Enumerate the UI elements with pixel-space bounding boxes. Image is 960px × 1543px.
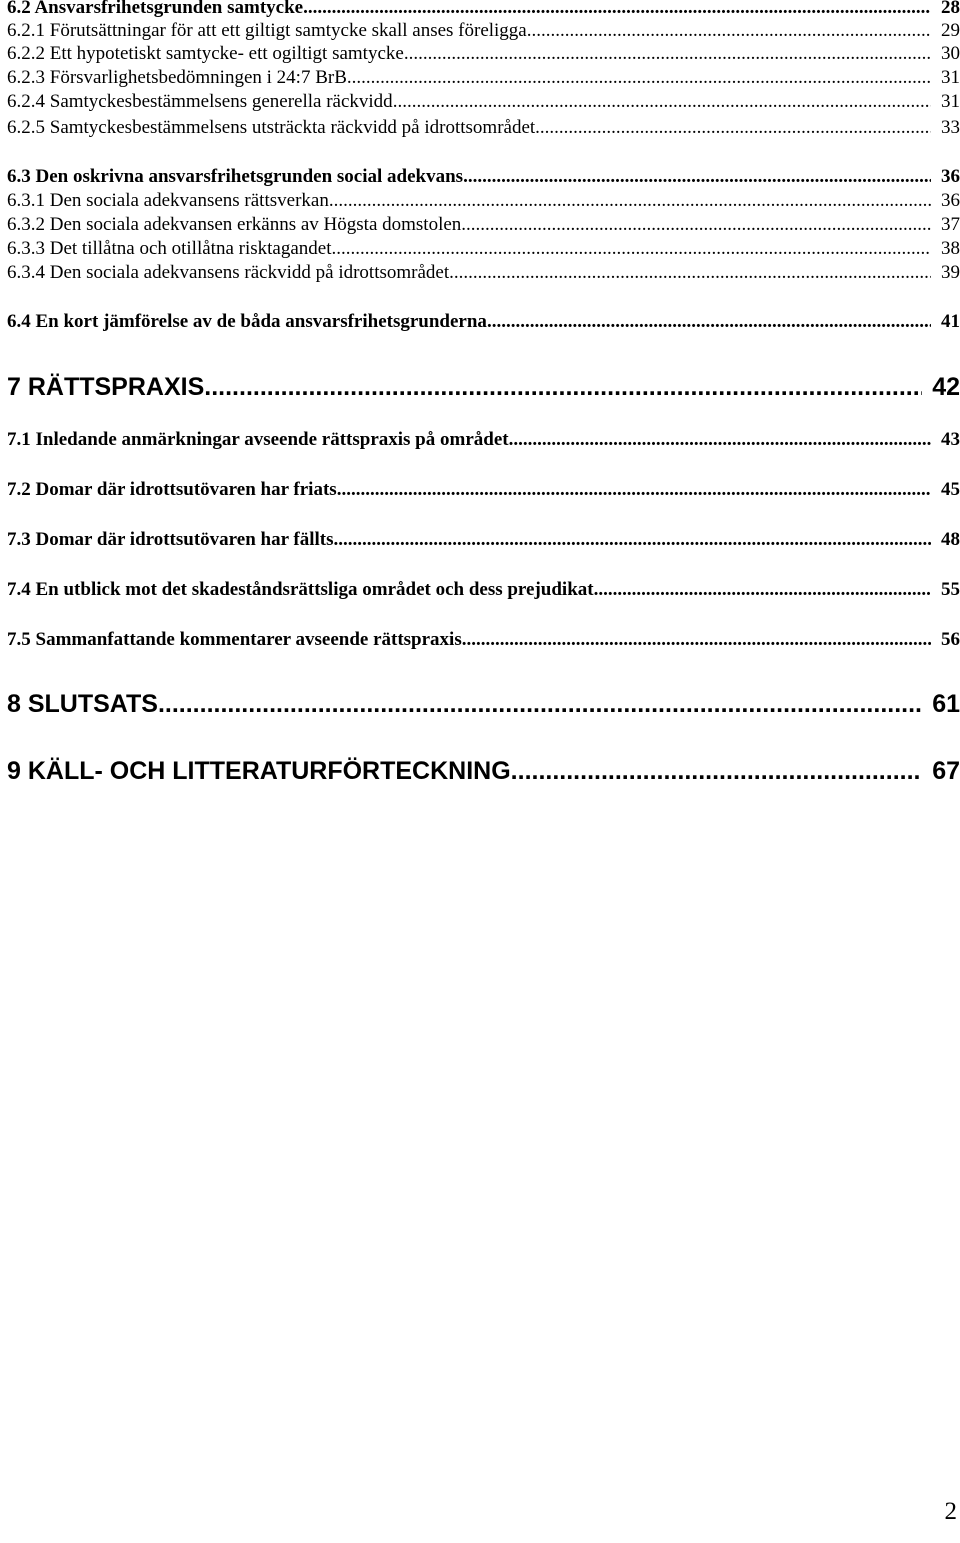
toc-entry-page: 55 xyxy=(941,579,960,600)
toc-entry-title: 6.3.4 Den sociala adekvansens räckvidd på idrottsområdet xyxy=(7,262,450,283)
toc-leader-dots xyxy=(594,579,931,601)
toc-leader-dots xyxy=(303,0,931,19)
toc-leader-dots xyxy=(404,43,931,65)
toc-entry-title: 6.3 Den oskrivna ansvarsfrihetsgrunden social adekvans xyxy=(7,166,464,187)
toc-entry-title: 7 RÄTTSPRAXIS xyxy=(7,373,205,401)
toc-entry-page: 37 xyxy=(941,214,960,235)
toc-entry-page: 56 xyxy=(941,629,960,650)
toc-entry-title: 9 KÄLL- OCH LITTERATURFÖRTECKNING xyxy=(7,757,511,785)
toc-entry-page: 43 xyxy=(941,429,960,450)
toc-leader-dots xyxy=(329,190,931,212)
toc-entry-6-3-2[interactable] xyxy=(7,214,960,236)
toc-entry-title: 7.2 Domar där idrottsutövaren har friats xyxy=(7,479,337,500)
toc-entry-title: 6.2.5 Samtyckesbestämmelsens utsträckta räckvidd på idrottsområdet xyxy=(7,117,536,138)
toc-entry-page: 61 xyxy=(932,690,960,718)
toc-entry-page: 28 xyxy=(941,0,960,18)
toc-leader-dots xyxy=(535,117,931,139)
toc-entry-title: 8 SLUTSATS xyxy=(7,690,158,718)
toc-entry-title: 6.4 En kort jämförelse av de båda ansvarsfrihetsgrunderna xyxy=(7,311,487,332)
toc-leader-dots xyxy=(204,373,922,402)
toc-entry-chapter-8[interactable] xyxy=(7,690,960,719)
toc-entry-6-2-2[interactable] xyxy=(7,43,960,65)
toc-entry-6-2-5[interactable] xyxy=(7,117,960,139)
toc-leader-dots xyxy=(487,311,931,333)
toc-entry-title: 6.3.1 Den sociala adekvansens rättsverkan xyxy=(7,190,329,211)
toc-entry-6-4[interactable] xyxy=(7,311,960,333)
toc-entry-6-3-1[interactable] xyxy=(7,190,960,212)
toc-entry-6-2-1[interactable] xyxy=(7,20,960,42)
toc-entry-chapter-9[interactable] xyxy=(7,757,960,786)
toc-leader-dots xyxy=(527,20,931,42)
toc-entry-6-2-4[interactable] xyxy=(7,91,960,113)
toc-entry-title: 6.2.3 Försvarlighetsbedömningen i 24:7 BrB xyxy=(7,67,347,88)
toc-entry-chapter-7[interactable] xyxy=(7,373,960,402)
toc-entry-page: 42 xyxy=(932,373,960,401)
toc-entry-7-2[interactable] xyxy=(7,479,960,501)
toc-entry-page: 67 xyxy=(932,757,960,785)
toc-entry-page: 38 xyxy=(941,238,960,259)
toc-leader-dots xyxy=(337,479,931,501)
toc-entry-page: 31 xyxy=(941,67,960,88)
toc-entry-page: 29 xyxy=(941,20,960,41)
toc-entry-title: 7.4 En utblick mot det skadeståndsrättsliga området och dess prejudikat xyxy=(7,579,594,600)
toc-entry-page: 45 xyxy=(941,479,960,500)
toc-leader-dots xyxy=(332,238,932,260)
toc-entry-7-3[interactable] xyxy=(7,529,960,551)
toc-leader-dots xyxy=(462,629,931,651)
toc-leader-dots xyxy=(347,67,931,89)
toc-entry-7-1[interactable] xyxy=(7,429,960,451)
toc-entry-page: 48 xyxy=(941,529,960,550)
toc-entry-6-3-3[interactable] xyxy=(7,238,960,260)
toc-entry-page: 33 xyxy=(941,117,960,138)
toc-entry-title: 6.2.4 Samtyckesbestämmelsens generella räckvidd xyxy=(7,91,393,112)
page-number: 2 xyxy=(944,1498,957,1525)
toc-entry-page: 36 xyxy=(941,190,960,211)
toc-entry-title: 6.3.2 Den sociala adekvansen erkänns av Högsta domstolen xyxy=(7,214,462,235)
toc-entry-6-3[interactable] xyxy=(7,166,960,188)
toc-entry-title: 7.5 Sammanfattande kommentarer avseende rättspraxis xyxy=(7,629,462,650)
toc-leader-dots xyxy=(511,757,923,786)
toc-leader-dots xyxy=(463,166,931,188)
toc-entry-page: 30 xyxy=(941,43,960,64)
toc-entry-6-2-3[interactable] xyxy=(7,67,960,89)
toc-leader-dots xyxy=(461,214,931,236)
toc-entry-page: 41 xyxy=(941,311,960,332)
toc-leader-dots xyxy=(334,529,931,551)
toc-entry-6-2[interactable] xyxy=(7,0,960,19)
toc-entry-page: 39 xyxy=(941,262,960,283)
toc-entry-7-4[interactable] xyxy=(7,579,960,601)
toc-leader-dots xyxy=(393,91,931,113)
toc-entry-title: 6.2.2 Ett hypotetiskt samtycke- ett ogiltigt samtycke xyxy=(7,43,404,64)
toc-entry-title: 6.3.3 Det tillåtna och otillåtna risktagandet xyxy=(7,238,332,259)
toc-leader-dots xyxy=(509,429,931,451)
toc-entry-7-5[interactable] xyxy=(7,629,960,651)
toc-leader-dots xyxy=(449,262,931,284)
toc-entry-title: 6.2.1 Förutsättningar för att ett giltigt samtycke skall anses föreligga xyxy=(7,20,527,41)
toc-entry-page: 36 xyxy=(941,166,960,187)
toc-leader-dots xyxy=(158,690,922,719)
toc-entry-title: 7.3 Domar där idrottsutövaren har fällts xyxy=(7,529,334,550)
toc-entry-6-3-4[interactable] xyxy=(7,262,960,284)
toc-entry-title: 6.2 Ansvarsfrihetsgrunden samtycke xyxy=(7,0,304,18)
toc-entry-title: 7.1 Inledande anmärkningar avseende rättspraxis på området xyxy=(7,429,509,450)
toc-entry-page: 31 xyxy=(941,91,960,112)
